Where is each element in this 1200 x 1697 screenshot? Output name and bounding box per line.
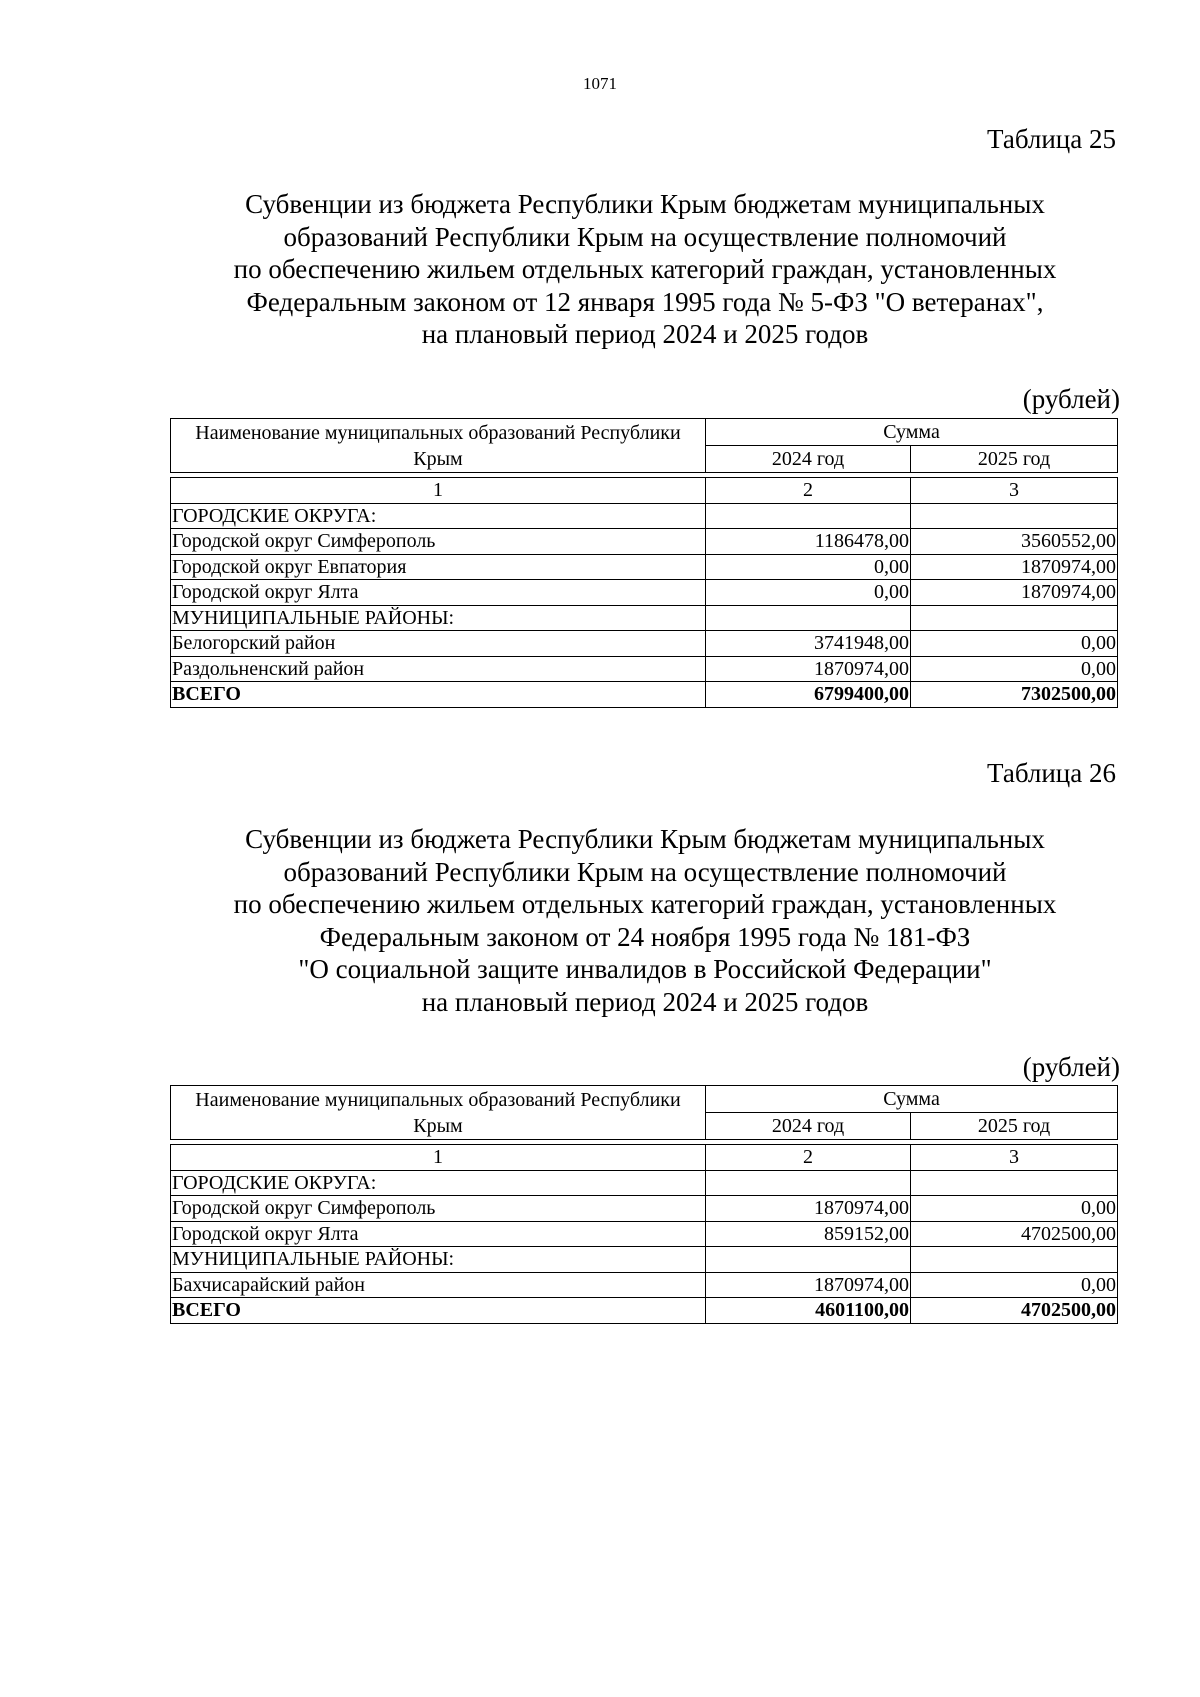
col-num-2: 2 (706, 478, 911, 504)
col-num-2: 2 (706, 1145, 911, 1171)
row-2024: 0,00 (706, 554, 911, 580)
col-num-1: 1 (171, 478, 706, 504)
table-25-unit: (рублей) (1022, 384, 1120, 414)
header-year-2024: 2024 год (706, 1113, 911, 1140)
table-25-title (120, 188, 1170, 351)
header-name: Наименование муниципальных образований Республики Крым (171, 1086, 706, 1140)
table-row (171, 580, 1118, 606)
total-name: ВСЕГО (171, 1298, 706, 1324)
table-26-label: Таблица 26 (987, 758, 1116, 788)
row-name: Городской округ Симферополь (171, 529, 706, 555)
table-26 (170, 1085, 1118, 1324)
row-2025 (911, 503, 1118, 529)
row-2025: 4702500,00 (911, 1221, 1118, 1247)
row-2024: 0,00 (706, 580, 911, 606)
title-line: Федеральным законом от 24 ноября 1995 года № 181-ФЗ (319, 921, 971, 952)
total-2025: 4702500,00 (911, 1298, 1118, 1324)
row-2025: 0,00 (911, 631, 1118, 657)
row-2024: 3741948,00 (706, 631, 911, 657)
row-2024: 859152,00 (706, 1221, 911, 1247)
title-line: по обеспечению жильем отдельных категорий граждан, установленных (233, 254, 1057, 284)
row-name: Городской округ Евпатория (171, 554, 706, 580)
table-row (171, 529, 1118, 555)
title-line: Субвенции из бюджета Республики Крым бюджетам муниципальных (245, 824, 1045, 854)
row-2024 (706, 1170, 911, 1196)
header-year-2024: 2024 год (706, 446, 911, 473)
title-line: на плановый период 2024 и 2025 годов (421, 319, 869, 349)
row-2024: 1186478,00 (706, 529, 911, 555)
column-number-row (171, 1145, 1118, 1171)
row-name: ГОРОДСКИЕ ОКРУГА: (171, 503, 706, 529)
title-line: Федеральным законом от 12 января 1995 года № 5-ФЗ "О ветеранах", (246, 286, 1044, 317)
row-2024 (706, 503, 911, 529)
row-2025 (911, 605, 1118, 631)
title-line: на плановый период 2024 и 2025 годов (421, 986, 869, 1017)
header-year-2025: 2025 год (911, 1113, 1118, 1140)
row-name: ГОРОДСКИЕ ОКРУГА: (171, 1170, 706, 1196)
row-name: Городской округ Ялта (171, 580, 706, 606)
table-25 (170, 418, 1118, 708)
header-row (171, 1086, 1118, 1113)
col-num-3: 3 (911, 478, 1118, 504)
row-2025: 1870974,00 (911, 580, 1118, 606)
total-2025: 7302500,00 (911, 682, 1118, 708)
header-row (171, 419, 1118, 446)
header-name: Наименование муниципальных образований Республики Крым (171, 419, 706, 473)
column-number-row (171, 478, 1118, 504)
row-2025 (911, 1247, 1118, 1273)
header-sum: Сумма (706, 419, 1118, 446)
header-sum: Сумма (706, 1086, 1118, 1113)
table-row (171, 1272, 1118, 1298)
table-row (171, 656, 1118, 682)
table-row (171, 605, 1118, 631)
row-2024 (706, 605, 911, 631)
table-26-title (120, 823, 1170, 1018)
row-2024: 1870974,00 (706, 656, 911, 682)
row-2025: 0,00 (911, 1272, 1118, 1298)
table-row (171, 1170, 1118, 1196)
row-2024: 1870974,00 (706, 1272, 911, 1298)
title-line: по обеспечению жильем отдельных категорий граждан, установленных (233, 889, 1057, 919)
total-name: ВСЕГО (171, 682, 706, 708)
row-2024 (706, 1247, 911, 1273)
row-name: МУНИЦИПАЛЬНЫЕ РАЙОНЫ: (171, 1247, 706, 1273)
row-2025: 1870974,00 (911, 554, 1118, 580)
row-2025 (911, 1170, 1118, 1196)
row-name: МУНИЦИПАЛЬНЫЕ РАЙОНЫ: (171, 605, 706, 631)
total-row (171, 682, 1118, 708)
table-row (171, 554, 1118, 580)
table-25-label: Таблица 25 (987, 124, 1116, 154)
row-2025: 0,00 (911, 656, 1118, 682)
row-name: Городской округ Симферополь (171, 1196, 706, 1222)
title-line: образований Республики Крым на осуществление полномочий (283, 221, 1007, 252)
header-year-2025: 2025 год (911, 446, 1118, 473)
row-2025: 0,00 (911, 1196, 1118, 1222)
col-num-1: 1 (171, 1145, 706, 1171)
col-num-3: 3 (911, 1145, 1118, 1171)
page-number: 1071 (583, 74, 617, 93)
title-line: образований Республики Крым на осуществление полномочий (283, 856, 1007, 887)
row-name: Городской округ Ялта (171, 1221, 706, 1247)
row-name: Бахчисарайский район (171, 1272, 706, 1298)
table-row (171, 503, 1118, 529)
table-row (171, 1221, 1118, 1247)
table-row (171, 1196, 1118, 1222)
total-2024: 4601100,00 (706, 1298, 911, 1324)
row-2025: 3560552,00 (911, 529, 1118, 555)
row-2024: 1870974,00 (706, 1196, 911, 1222)
row-name: Раздольненский район (171, 656, 706, 682)
table-row (171, 1247, 1118, 1273)
table-26-unit: (рублей) (1022, 1052, 1120, 1082)
title-line: "О социальной защите инвалидов в Российской Федерации" (298, 954, 992, 984)
total-row (171, 1298, 1118, 1324)
title-line: Субвенции из бюджета Республики Крым бюджетам муниципальных (245, 189, 1045, 219)
table-row (171, 631, 1118, 657)
row-name: Белогорский район (171, 631, 706, 657)
total-2024: 6799400,00 (706, 682, 911, 708)
